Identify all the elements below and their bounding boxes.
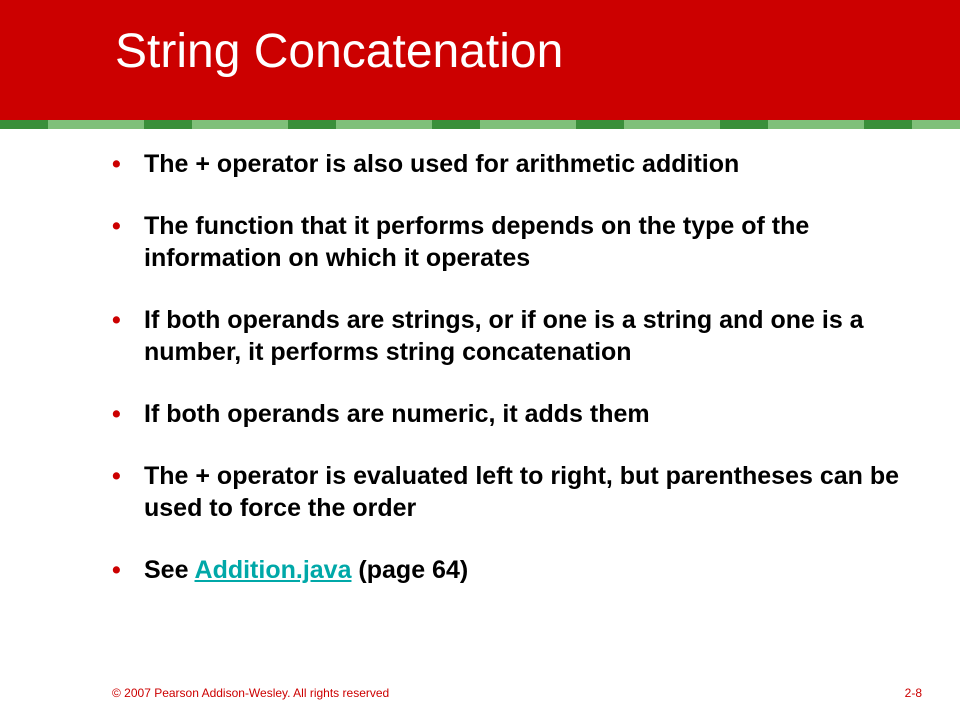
footer-copyright: © 2007 Pearson Addison-Wesley. All rights reserved: [112, 686, 390, 700]
bullet-icon: •: [112, 556, 121, 584]
footer-page-number: 2-8: [904, 686, 922, 700]
bullet-item: [112, 398, 912, 430]
bullet-list: [112, 148, 912, 616]
bullet-item: [112, 148, 912, 180]
bullet-text-prefix: See: [144, 556, 195, 584]
bullet-item: [112, 460, 912, 524]
bullet-item: [112, 304, 912, 368]
bullet-icon: •: [112, 306, 121, 334]
bullet-icon: •: [112, 400, 121, 428]
bullet-icon: •: [112, 212, 121, 240]
bullet-text: If both operands are numeric, it adds them: [144, 400, 650, 428]
slide-title: String Concatenation: [115, 25, 564, 78]
header-stripe: [0, 120, 960, 129]
bullet-text: The + operator is also used for arithmetic addition: [144, 150, 740, 178]
bullet-item: [112, 210, 912, 274]
slide-header: [0, 0, 960, 120]
bullet-text: If both operands are strings, or if one is a string and one is a number, it performs string concatenation: [144, 306, 864, 366]
bullet-icon: •: [112, 462, 121, 490]
bullet-item: [112, 554, 912, 586]
bullet-icon: •: [112, 150, 121, 178]
addition-java-link[interactable]: Addition.java: [194, 556, 352, 584]
bullet-text: The function that it performs depends on the type of the information on which it operates: [144, 212, 810, 272]
bullet-text-suffix: (page 64): [351, 556, 469, 584]
bullet-text: The + operator is evaluated left to right, but parentheses can be used to force the order: [144, 462, 900, 522]
